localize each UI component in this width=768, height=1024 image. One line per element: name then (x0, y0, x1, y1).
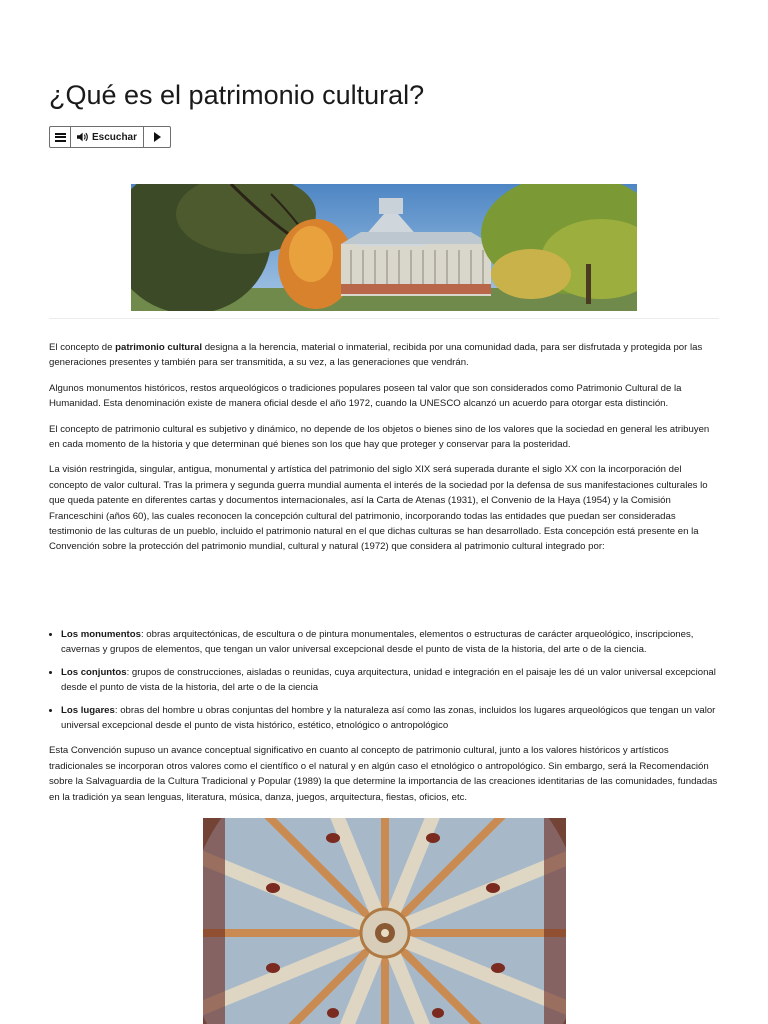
crystal-palace-photo (131, 184, 637, 311)
page-title: ¿Qué es el patrimonio cultural? (49, 80, 425, 110)
list-item: • Los conjuntos: grupos de construcciones, aisladas o reunidas, cuya arquitectura, unidad e integración en el paisaje les dé un valor universal excepcional desde el punto de vista de la historia, del arte o de la ciencia (61, 665, 719, 696)
play-icon (154, 132, 161, 142)
listen-button[interactable] (71, 127, 144, 147)
patrimonio-cultural-term: patrimonio cultural (115, 342, 203, 353)
heritage-types-list (49, 627, 719, 733)
hamburger-icon (55, 133, 66, 142)
paragraph: La visión restringida, singular, antigua, monumental y artística del patrimonio del siglo XIX será superada durante el siglo XX con la incorporación del concepto de valor cultural. Tras la primera y segunda guerra mundial aumenta el interés de la sociedad por la defensa de sus manifestaciones culturales lo que queda patente en diferentes cartas y documentos internacionales, así la Carta de Atenas (1931), el Convenio de la Haya (1954) y la Comisión Franceschini (años 60), las cuales reconocen la concepción cultural del patrimonio, incorporando todas las entidades que puedan ser consideradas testimonio de las culturas de un pueblo, incluido el patrimonio natural en el que dichas culturas se han desarrollado. Esta concepción está presente en la Convención sobre la protección del patrimonio mundial, cultural y natural (1972) que considera al patrimonio cultural integrado por: (49, 464, 708, 553)
speaker-icon (77, 132, 89, 142)
dome-photo (203, 818, 566, 1024)
player-menu-button[interactable] (50, 127, 71, 147)
paragraph: Algunos monumentos históricos, restos arqueológicos o tradiciones populares poseen tal valor que son considerados como Patrimonio Cultural de la Humanidad. Esta denominación existe de manera oficial desde el año 1972, cuando la UNESCO alcanzó un acuerdo para otorgar esta distinción. (49, 382, 682, 410)
play-button[interactable] (144, 127, 170, 147)
article-body (49, 340, 719, 815)
list-item: • Los lugares: obras del hombre u obras conjuntas del hombre y la naturaleza así como las zonas, incluidos los lugares arqueológicos que tengan un valor universal excepcional desde el punto de vista histórico, estético, etnológico o antropológico (61, 703, 719, 734)
divider (49, 318, 719, 319)
paragraph: El concepto de patrimonio cultural es subjetivo y dinámico, no depende de los objetos o bienes sino de los valores que la sociedad en general les atribuyen en cada momento de la historia y que determinan qué bienes son los que hay que proteger y conservar para la posteridad. (49, 423, 710, 451)
audio-player (49, 126, 171, 148)
list-item: • Los monumentos: obras arquitectónicas, de escultura o de pintura monumentales, elementos o estructuras de carácter arqueológico, inscripciones, cavernas y grupos de elementos, que tengan un valor universal excepcional desde el punto de vista de la historia, del arte o de la ciencia. (61, 627, 719, 658)
dome-ceiling-image (203, 818, 566, 1024)
intro-paragraph: El concepto de patrimonio cultural designa a la herencia, material o inmaterial, recibida por una comunidad dada, para ser disfrutada y protegida por las generaciones presentes y también para ser transmitida, a su vez, a las generaciones que vendrán. (49, 342, 703, 369)
closing-paragraph: Esta Convención supuso un avance conceptual significativo en cuanto al concepto de patrimonio cultural, junto a los valores históricos y artísticos tradicionales se incorporan otros valores como el científico o el natural y en algún caso el etnológico o antropológico. Sin embargo, será la Recomendación sobre la Salvaguardia de la Cultura Tradicional y Popular (1989) la que determine la importancia de las creaciones identitarias de las comunidades, fundadas en la tradición ya sean lenguas, literatura, música, danza, juegos, arquitectura, fiestas, oficios, etc. (49, 745, 718, 803)
listen-label: Escuchar (91, 131, 138, 143)
hero-image-crystal-palace (131, 184, 637, 311)
